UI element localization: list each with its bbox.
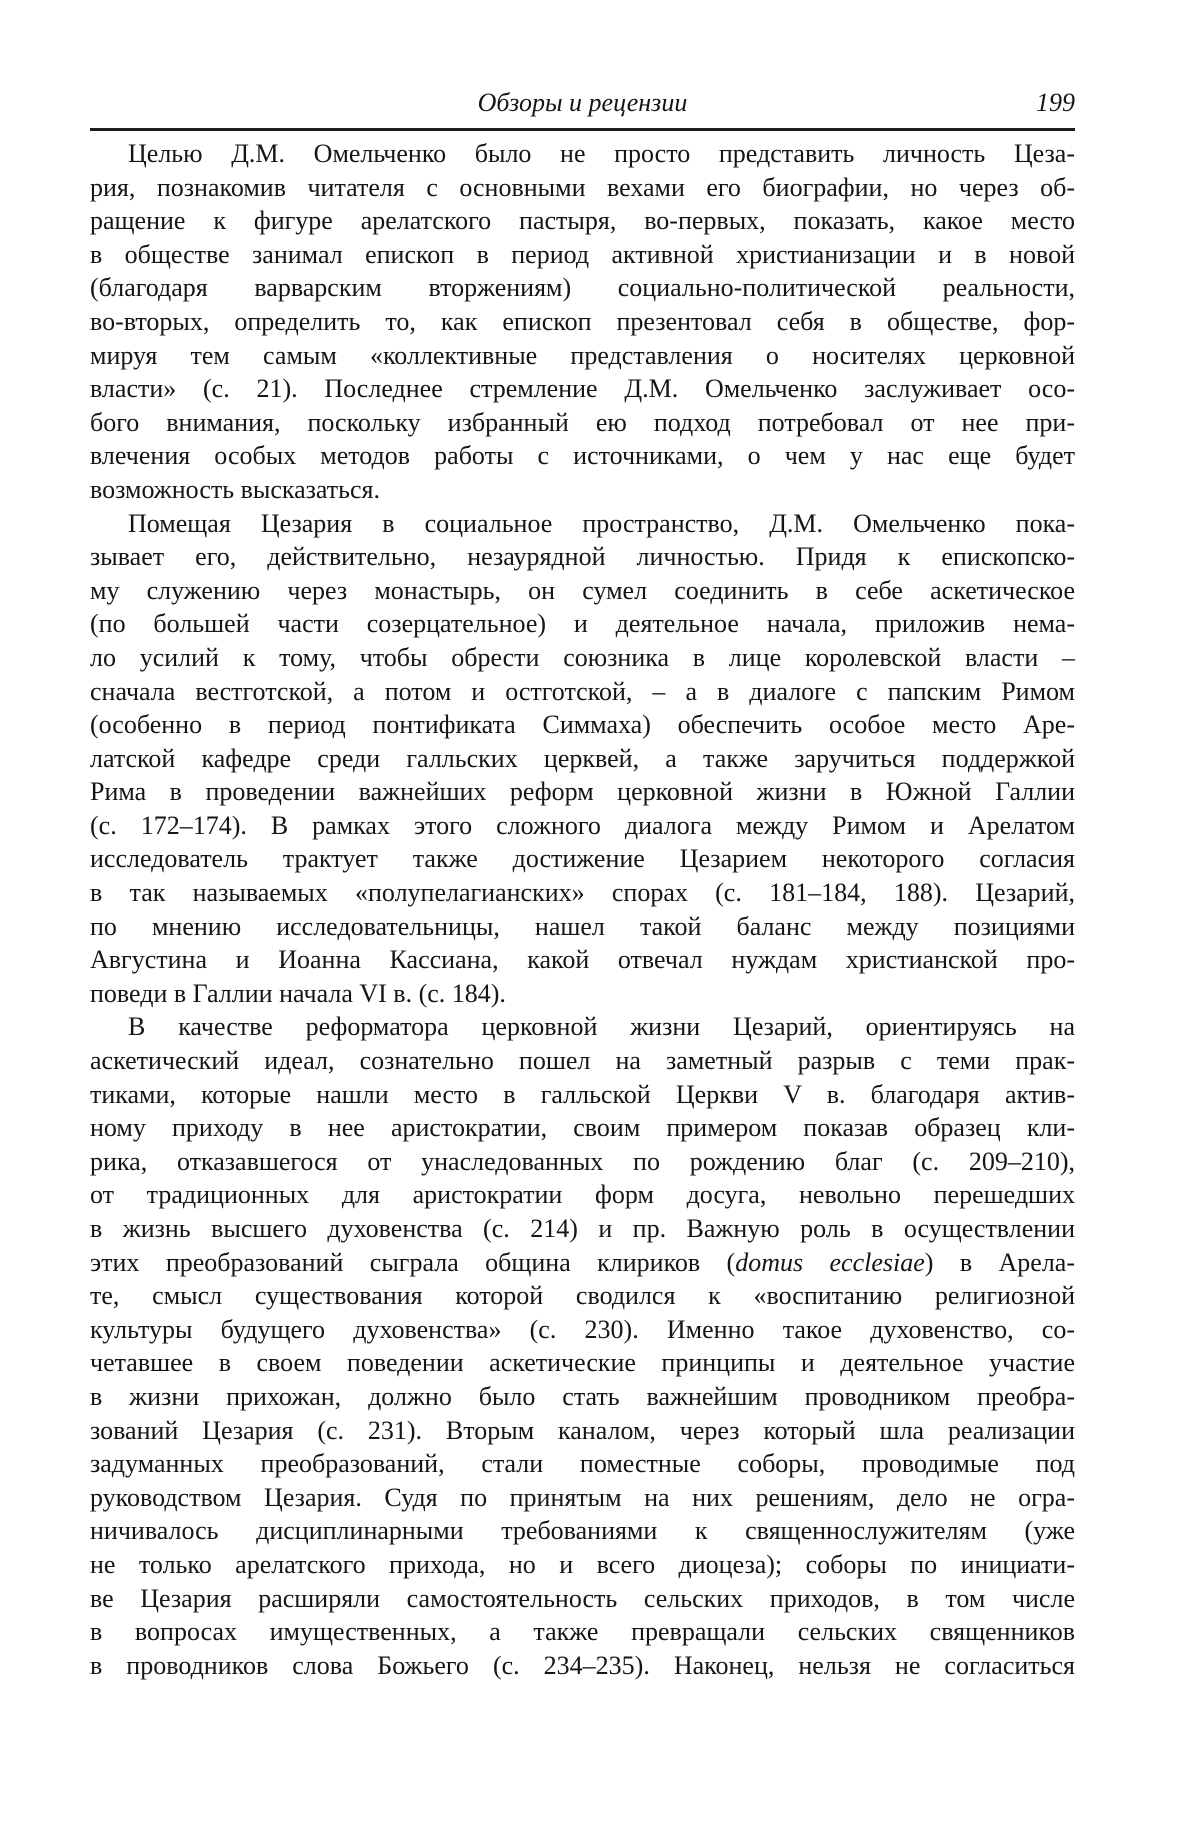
text-line: ращение к фигуре арелатского пастыря, во-первых, показать, какое место (90, 206, 1075, 236)
text-line: от традиционных для аристократии форм досуга, невольно перешедших (90, 1180, 1075, 1210)
text-line: не только арелатского прихода, но и всего диоцеза); соборы по инициати- (90, 1549, 1075, 1579)
text-line: в обществе занимал епископ в период активной христианизации и в новой (90, 239, 1075, 269)
text-line: во-вторых, определить то, как епископ презентовал себя в обществе, фор- (90, 306, 1075, 336)
text-line: влечения особых методов работы с источниками, о чем у нас еще будет (90, 441, 1075, 471)
running-title: Обзоры и рецензии (477, 88, 688, 117)
text-line: ничивалось дисциплинарными требованиями к священнослужителям (уже (90, 1516, 1075, 1546)
text-line: в проводников слова Божьего (с. 234–235). Наконец, нельзя не согласиться (90, 1650, 1075, 1680)
text-line: латской кафедре среди галльских церквей, а также заручиться поддержкой (90, 743, 1075, 773)
text-line: ве Цезария расширяли самостоятельность сельских приходов, в том числе (90, 1583, 1075, 1613)
text-line: руководством Цезария. Судя по принятым на них решениям, дело не огра- (90, 1482, 1075, 1512)
latin-term-italic: domus ecclesiae (735, 1247, 925, 1277)
text-line: задуманных преобразований, стали поместные соборы, проводимые под (90, 1449, 1075, 1479)
text-line: Целью Д.М. Омельченко было не просто представить личность Цеза- (128, 139, 1075, 168)
text-line: Августина и Иоанна Кассиана, какой отвечал нуждам христианской про- (90, 945, 1075, 975)
text-line: поведи в Галлии начала VI в. (с. 184). (90, 978, 506, 1008)
page-header (90, 86, 1075, 120)
text-line: В качестве реформатора церковной жизни Цезарий, ориентируясь на (128, 1012, 1075, 1042)
text-line: в жизни прихожан, должно было стать важнейшим проводником преобра- (90, 1381, 1075, 1411)
text-line: (особенно в период понтификата Симмаха) обеспечить особое место Аре- (90, 710, 1075, 740)
text-line: в так называемых «полупелагианских» спорах (с. 181–184, 188). Цезарий, (90, 878, 1075, 908)
text-line: исследователь трактует также достижение Цезарием некоторого согласия (90, 844, 1075, 874)
text-column (90, 0, 1075, 1682)
text-line: Рима в проведении важнейших реформ церковной жизни в Южной Галлии (90, 777, 1075, 807)
text-line: му служению через монастырь, он сумел соединить в себе аскетическое (90, 575, 1075, 605)
text-line: Помещая Цезария в социальное пространство, Д.М. Омельченко пока- (128, 508, 1075, 538)
text-segment: этих преобразований сыграла община клириков ( (90, 1247, 736, 1277)
text-line: мируя тем самым «коллективные представления о носителях церковной (90, 340, 1075, 370)
text-line: сначала вестготской, а потом и остготской, – а в диалоге с папским Римом (90, 676, 1075, 706)
text-line: аскетический идеал, сознательно пошел на заметный разрыв с теми прак- (90, 1046, 1075, 1076)
text-line: по мнению исследовательницы, нашел такой баланс между позициями (90, 911, 1075, 941)
page-body (90, 137, 1075, 1682)
text-line: четавшее в своем поведении аскетические принципы и деятельное участие (90, 1348, 1075, 1378)
text-line: рика, отказавшегося от унаследованных по рождению благ (с. 209–210), (90, 1146, 1075, 1176)
text-line: те, смысл существования которой сводился к «воспитанию религиозной (90, 1281, 1075, 1311)
header-rule (90, 128, 1075, 131)
text-line: в вопросах имущественных, а также превращали сельских священников (90, 1617, 1075, 1647)
text-line: в жизнь высшего духовенства (с. 214) и пр. Важную роль в осуществлении (90, 1214, 1075, 1243)
text-line: бого внимания, поскольку избранный ею подход потребовал от нее при- (90, 407, 1075, 437)
text-line: возможность высказаться. (90, 474, 381, 504)
page-number: 199 (1036, 88, 1075, 117)
text-line: (благодаря варварским вторжениям) социально-политической реальности, (90, 273, 1075, 303)
text-line: (с. 172–174). В рамках этого сложного диалога между Римом и Арелатом (90, 810, 1075, 840)
paragraph (90, 507, 1075, 1011)
text-line (90, 1246, 1075, 1280)
text-segment: ) в Арела- (924, 1247, 1075, 1277)
paragraph (90, 137, 1075, 507)
text-line: зывает его, действительно, незаурядной личностью. Придя к епископско- (90, 542, 1075, 572)
text-line: ло усилий к тому, чтобы обрести союзника в лице королевской власти – (90, 642, 1075, 672)
text-line: ному приходу в нее аристократии, своим примером показав образец кли- (90, 1113, 1075, 1143)
text-line: (по большей части созерцательное) и деятельное начала, приложив нема- (90, 609, 1075, 639)
paragraph (90, 1010, 1075, 1682)
text-line: рия, познакомив читателя с основными вехами его биографии, но через об- (90, 172, 1075, 202)
text-line: культуры будущего духовенства» (с. 230). Именно такое духовенство, со- (90, 1314, 1075, 1344)
text-line: власти» (с. 21). Последнее стремление Д.М. Омельченко заслуживает осо- (90, 374, 1075, 404)
text-line: зований Цезария (с. 231). Вторым каналом, через который шла реализации (90, 1415, 1075, 1445)
text-line: тиками, которые нашли место в галльской Церкви V в. благодаря актив- (90, 1079, 1075, 1109)
